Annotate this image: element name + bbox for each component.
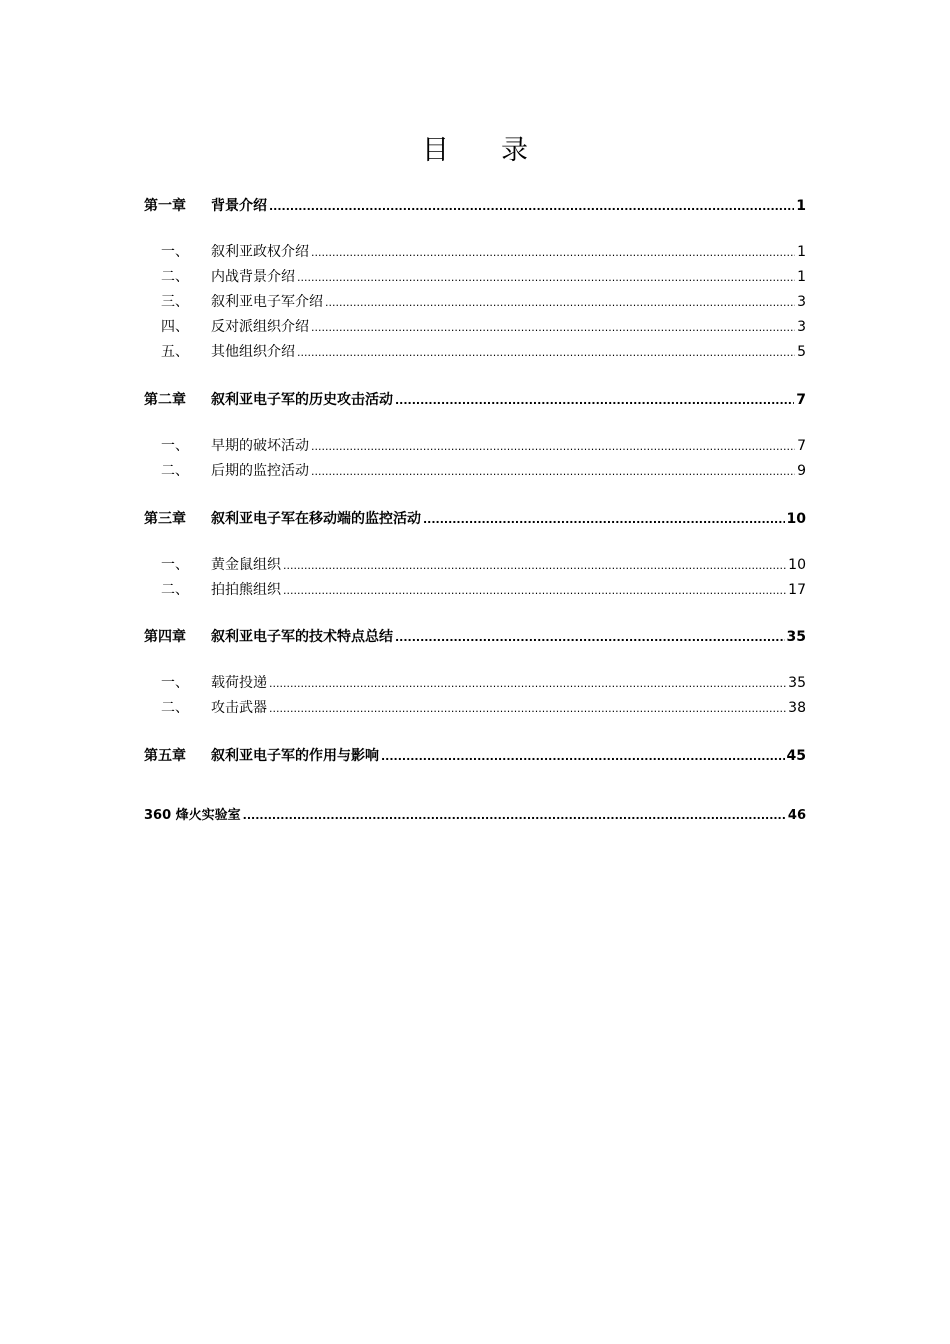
toc-entry-label: 黄金鼠组织 — [211, 557, 281, 573]
toc-entry-page: 38 — [788, 700, 806, 716]
toc-entry-label: 反对派组织介绍 — [211, 319, 309, 335]
toc-leader-dots — [311, 321, 795, 334]
toc-entry-label: 叙利亚电子军的历史攻击活动 — [211, 392, 393, 408]
toc-entry-chapter-4[interactable] — [144, 626, 806, 646]
toc-leader-dots — [311, 440, 795, 453]
toc-entry-number: 三、 — [161, 294, 189, 310]
toc-entry-label: 载荷投递 — [211, 675, 267, 691]
toc-entry-section[interactable] — [144, 266, 806, 286]
toc-entry-label: 叙利亚电子军的技术特点总结 — [211, 629, 393, 645]
toc-leader-dots — [297, 271, 795, 284]
toc-leader-dots — [423, 513, 785, 526]
toc-entry-page: 7 — [796, 392, 806, 408]
toc-entry-page: 17 — [788, 582, 806, 598]
toc-title-part2: 录 — [501, 135, 528, 166]
toc-leader-dots — [297, 346, 795, 359]
toc-entry-number: 四、 — [161, 319, 189, 335]
toc-leader-dots — [395, 631, 785, 644]
toc-entry-page: 46 — [787, 808, 806, 823]
toc-entry-page: 1 — [796, 198, 806, 214]
toc-entry-label: 早期的破坏活动 — [211, 438, 309, 454]
toc-entry-number: 五、 — [161, 344, 189, 360]
toc-entry-page: 3 — [797, 319, 806, 335]
toc-entry-number: 第四章 — [144, 629, 186, 645]
toc-entry-number: 二、 — [161, 582, 189, 598]
toc-entry-page: 1 — [797, 244, 806, 260]
toc-entry-page: 1 — [797, 269, 806, 285]
toc-entry-number: 第二章 — [144, 392, 186, 408]
toc-leader-dots — [311, 465, 795, 478]
toc-entry-appendix[interactable] — [144, 804, 806, 824]
toc-entry-number: 一、 — [161, 438, 189, 454]
toc-title-part1: 目 — [422, 135, 449, 166]
toc-entry-label: 360 烽火实验室 — [144, 808, 241, 823]
toc-entry-section[interactable] — [144, 241, 806, 261]
toc-entry-number: 一、 — [161, 557, 189, 573]
toc-leader-dots — [381, 750, 785, 763]
toc-entry-label: 内战背景介绍 — [211, 269, 295, 285]
toc-entry-number: 二、 — [161, 269, 189, 285]
toc-entry-label: 拍拍熊组织 — [211, 582, 281, 598]
toc-entry-section[interactable] — [144, 435, 806, 455]
toc-entry-page: 10 — [788, 557, 806, 573]
toc-leader-dots — [311, 246, 795, 259]
toc-entry-label: 叙利亚电子军的作用与影响 — [211, 748, 379, 764]
toc-entry-chapter-3[interactable] — [144, 508, 806, 528]
toc-entry-section[interactable] — [144, 291, 806, 311]
toc-entry-number: 一、 — [161, 244, 189, 260]
toc-entry-label: 叙利亚电子军在移动端的监控活动 — [211, 511, 421, 527]
toc-entry-page: 5 — [797, 344, 806, 360]
toc-entry-chapter-1[interactable] — [144, 195, 806, 215]
toc-entry-chapter-2[interactable] — [144, 389, 806, 409]
toc-leader-dots — [283, 584, 786, 597]
toc-leader-dots — [325, 296, 795, 309]
toc-entry-section[interactable] — [144, 460, 806, 480]
toc-leader-dots — [243, 809, 786, 822]
toc-entry-section[interactable] — [144, 672, 806, 692]
toc-entry-page: 9 — [797, 463, 806, 479]
toc-entry-number: 二、 — [161, 700, 189, 716]
toc-leader-dots — [283, 559, 786, 572]
toc-entry-page: 10 — [786, 511, 806, 527]
toc-entry-number: 第三章 — [144, 511, 186, 527]
toc-entry-page: 45 — [786, 748, 806, 764]
toc-entry-label: 后期的监控活动 — [211, 463, 309, 479]
toc-entry-section[interactable] — [144, 579, 806, 599]
toc-leader-dots — [269, 702, 786, 715]
toc-leader-dots — [269, 200, 794, 213]
toc-entry-number: 第一章 — [144, 198, 186, 214]
toc-entry-chapter-5[interactable] — [144, 745, 806, 765]
toc-entry-section[interactable] — [144, 554, 806, 574]
toc-entry-label: 叙利亚政权介绍 — [211, 244, 309, 260]
toc-leader-dots — [269, 677, 786, 690]
toc-entry-page: 35 — [786, 629, 806, 645]
toc-title — [0, 128, 950, 167]
toc-entry-number: 一、 — [161, 675, 189, 691]
toc-entry-section[interactable] — [144, 341, 806, 361]
toc-entry-number: 第五章 — [144, 748, 186, 764]
toc-entry-label: 叙利亚电子军介绍 — [211, 294, 323, 310]
toc-entry-section[interactable] — [144, 697, 806, 717]
toc-leader-dots — [395, 394, 794, 407]
toc-entry-number: 二、 — [161, 463, 189, 479]
toc-entry-label: 其他组织介绍 — [211, 344, 295, 360]
toc-entry-section[interactable] — [144, 316, 806, 336]
toc-entry-page: 3 — [797, 294, 806, 310]
toc-entry-label: 攻击武器 — [211, 700, 267, 716]
toc-entry-label: 背景介绍 — [211, 198, 267, 214]
toc-entry-page: 7 — [797, 438, 806, 454]
toc-entry-page: 35 — [788, 675, 806, 691]
